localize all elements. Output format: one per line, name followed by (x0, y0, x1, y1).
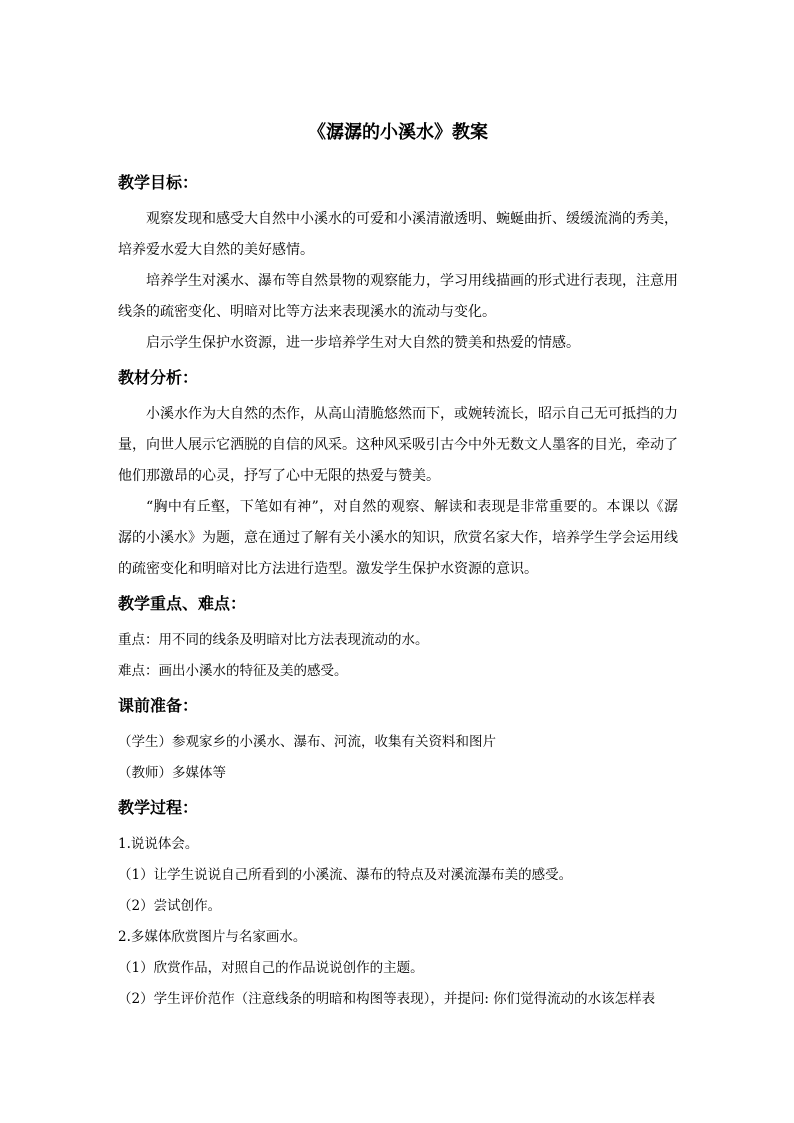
section-heading-process: 教学过程： (118, 798, 199, 817)
section-goals (118, 170, 678, 359)
section-process (118, 795, 678, 1015)
text-line: （学生）参观家乡的小溪水、瀑布、河流，收集有关资料和图片 (118, 734, 496, 750)
section-heading-key-points: 教学重点、难点： (118, 594, 247, 613)
text-line: 难点：画出小溪水的特征及美的感受。 (118, 663, 348, 679)
text-line: 2.多媒体欣赏图片与名家画水。 (118, 929, 307, 945)
text-line: （2）学生评价范作（注意线条的明暗和构图等表现），并提问: 你们觉得流动的水该怎样表 (118, 991, 656, 1007)
section-heading-analysis: 教材分析： (118, 368, 199, 387)
text-line: （1）欣赏作品，对照自己的作品说说创作的主题。 (118, 960, 424, 976)
text-line: （2）尝试创作。 (118, 898, 222, 914)
paragraph: 培养学生对溪水、瀑布等自然景物的观察能力，学习用线描画的形式进行表现，注意用线条的疏密变化、明暗对比等方法来表现溪水的流动与变化。 (118, 273, 678, 320)
paragraph: 观察发现和感受大自然中小溪水的可爱和小溪清澈透明、蜿蜒曲折、缓缓流淌的秀美，培养爱水爱大自然的美好感情。 (118, 211, 678, 258)
paragraph: “胸中有丘壑，下笔如有神”，对自然的观察、解读和表现是非常重要的。本课以《潺潺的小溪水》为题，意在通过了解有关小溪水的知识，欣赏名家大作，培养学生学会运用线的疏密变化和明暗对比方法进行造型。激发学生保护水资源的意识。 (118, 499, 678, 577)
text-line: 重点：用不同的线条及明暗对比方法表现流动的水。 (118, 632, 429, 648)
section-key-points (118, 591, 678, 687)
document-page (118, 118, 678, 1021)
section-heading-preparation: 课前准备： (118, 696, 199, 715)
section-preparation (118, 693, 678, 789)
text-line: （教师）多媒体等 (118, 765, 226, 781)
paragraph: 启示学生保护水资源，进一步培养学生对大自然的赞美和热爱的情感。 (146, 335, 580, 351)
paragraph: 小溪水作为大自然的杰作，从高山清脆悠然而下，或婉转流长，昭示自己无可抵挡的力量，向世人展示它洒脱的自信的风采。这种风采吸引古今中外无数文人墨客的目光，牵动了他们那激昂的心灵，抒写了心中无限的热爱与赞美。 (118, 406, 678, 484)
section-analysis (118, 365, 678, 585)
text-line: （1）让学生说说自己所看到的小溪流、瀑布的特点及对溪流瀑布美的感受。 (118, 867, 573, 883)
text-line: 1.说说体会。 (118, 836, 199, 852)
section-heading-goals: 教学目标： (118, 173, 199, 192)
document-title: 《潺潺的小溪水》教案 (308, 122, 488, 143)
